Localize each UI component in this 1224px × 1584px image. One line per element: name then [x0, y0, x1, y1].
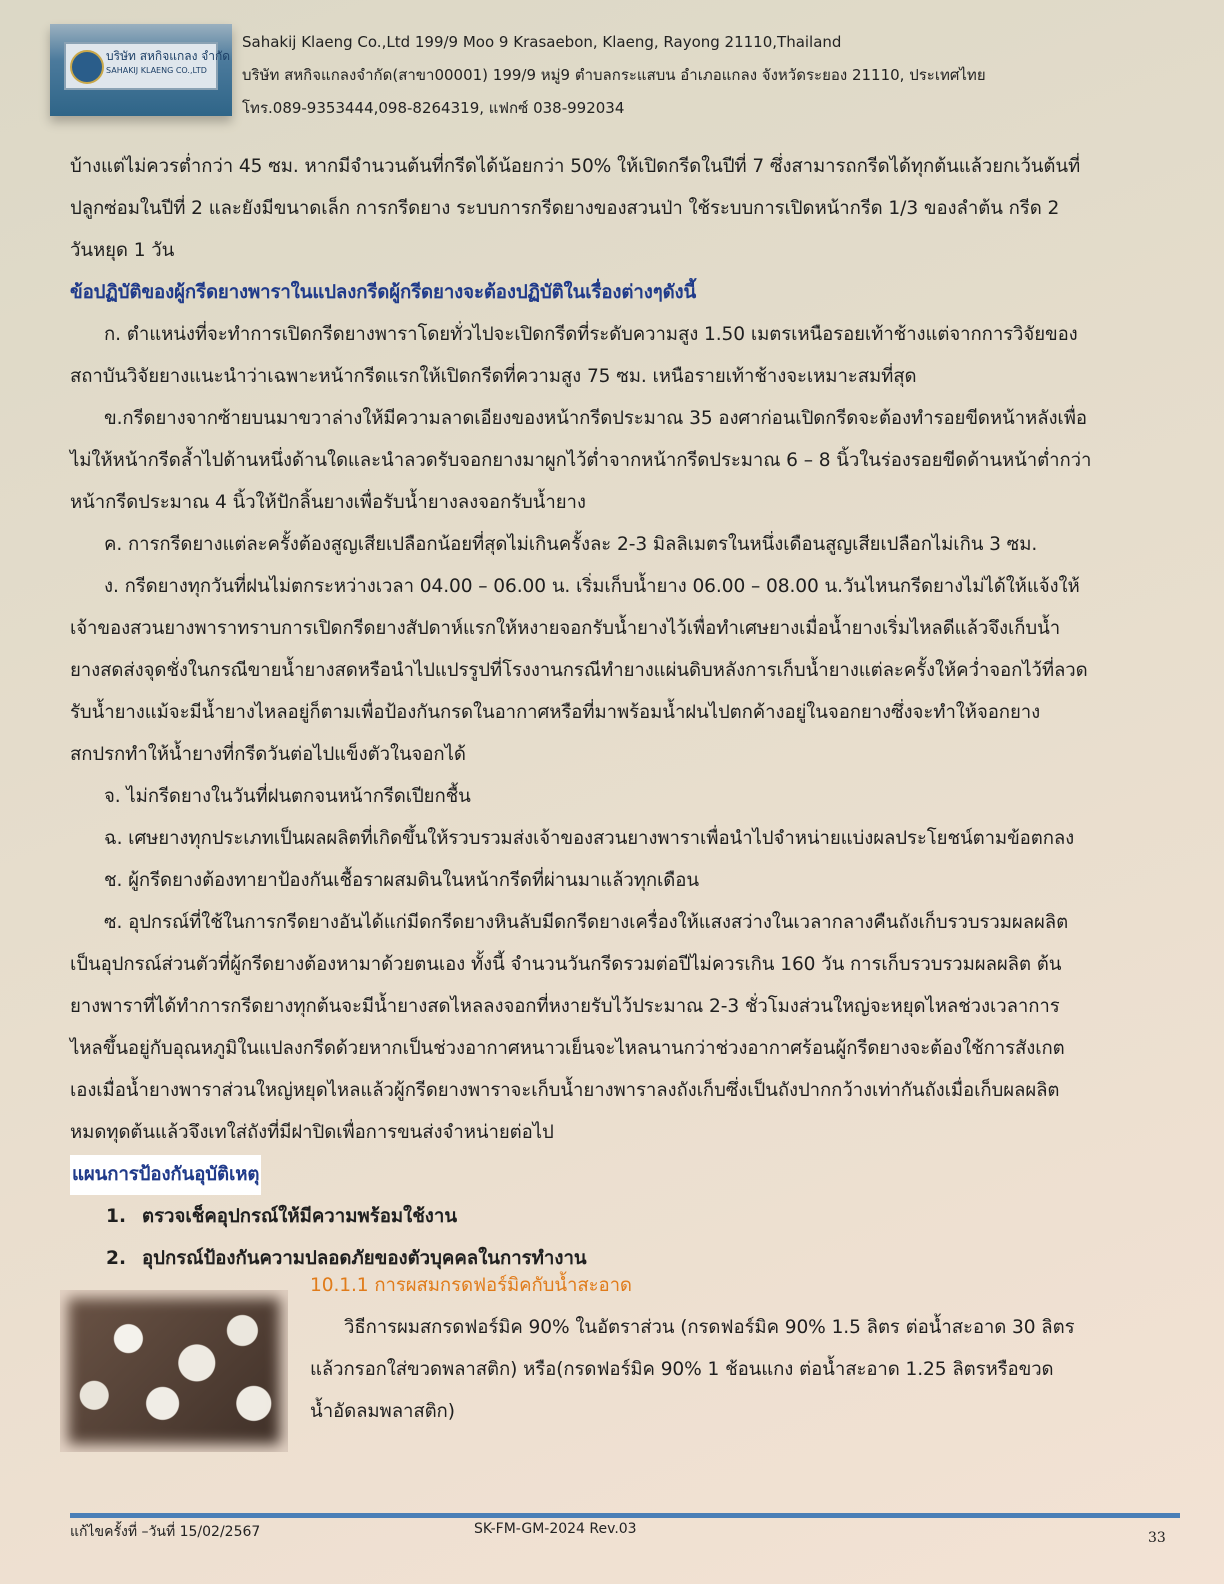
rule-ko-line: สถาบันวิจัยยางแนะนำว่าเฉพาะหน้ากรีดแรกให้เปิดกรีดที่ความสูง 75 ซม. เหนือรายเท้าช้างจะเหมาะสมที่สุด — [70, 366, 917, 387]
subsection-line: น้ำอัดลมพลาสติก) — [310, 1401, 455, 1422]
rule-so-line: ไหลขึ้นอยู่กับอุณหภูมิในแปลงกรีดด้วยหากเป็นช่วงอากาศหนาวเย็นจะไหลนานกว่าช่วงอากาศร้อนผู้กรีดยางจะต้องใช้การสังเกต — [70, 1038, 1065, 1059]
footer-doc-code: SK-FM-GM-2024 Rev.03 — [474, 1521, 637, 1537]
company-seal-icon — [70, 50, 104, 84]
list-item-text: อุปกรณ์ป้องกันความปลอดภัยของตัวบุคคลในการทำงาน — [142, 1248, 587, 1269]
section-heading-accident-prevention: แผนการป้องกันอุบัติเหตุ — [70, 1155, 261, 1195]
rule-so-line: เองเมื่อน้ำยางพาราส่วนใหญ่หยุดไหลแล้วผู้กรีดยางพาราจะเก็บน้ำยางพาราลงถังเก็บซึ่งเป็นถังปากกว้างเท่ากันถังเมื่อเก็บผลผลิต — [70, 1080, 1060, 1101]
header-contact: โทร.089-9353444,098-8264319, แฟกซ์ 038-992034 — [242, 99, 625, 117]
rule-kho-line: ข.กรีดยางจากซ้ายบนมาขวาล่างให้มีความลาดเอียงของหน้ากรีดประมาณ 35 องศาก่อนเปิดกรีดจะต้องทำรอยขีดหน้าหลังเพื่อ — [104, 408, 1087, 429]
logo-signboard — [64, 42, 231, 90]
rule-ngo-line: สกปรกทำให้น้ำยางที่กรีดวันต่อไปแข็งตัวในจอกได้ — [70, 744, 466, 765]
latex-cups-photo — [60, 1290, 288, 1452]
section-heading-accident-prevention-wrap — [70, 1154, 1182, 1196]
rule-chho-line: ฉ. เศษยางทุกประเภทเป็นผลผลิตที่เกิดขึ้นให้รวบรวมส่งเจ้าของสวนยางพาราเพื่อนำไปจำหน่ายแบ่งผลประโยชน์ตามข้อตกลง — [104, 828, 1075, 849]
rule-so-line: ยางพาราที่ได้ทำการกรีดยางทุกต้นจะมีน้ำยางสดไหลลงจอกที่หงายรับไว้ประมาณ 2-3 ชั่วโมงส่วนใหญ่จะหยุดไหลช่วงเวลาการ — [70, 996, 1060, 1017]
company-header — [242, 32, 986, 131]
list-item-number: 1. — [106, 1206, 127, 1227]
document-body — [70, 146, 1182, 1280]
rule-kho-line: หน้ากรีดประมาณ 4 นิ้วให้ปักลิ้นยางเพื่อรับน้ำยางลงจอกรับน้ำยาง — [70, 492, 586, 513]
header-address-th: บริษัท สหกิจแกลงจำกัด(สาขา00001) 199/9 หมู่9 ตำบลกระแสบน อำเภอแกลง จังหวัดระยอง 21110, ประเทศไทย — [242, 66, 986, 84]
rule-ngo-line: รับน้ำยางแม้จะมีน้ำยางไหลอยู่ก็ตามเพื่อป้องกันกรดในอากาศหรือที่มาพร้อมน้ำฝนไปตกค้างอยู่ในจอกยางซึ่งจะทำให้จอกยาง — [70, 702, 1041, 723]
rule-ko-line: ก. ตำแหน่งที่จะทำการเปิดกรีดยางพาราโดยทั่วไปจะเปิดกรีดที่ระดับความสูง 1.50 เมตรเหนือรอยเท้าช้างแต่จากการวิจัยของ — [104, 324, 1078, 345]
rule-kho-line: ไม่ให้หน้ากรีดล้ำไปด้านหนึ่งด้านใดและนำลวดรับจอกยางมาผูกไว้ต่ำจากหน้ากรีดประมาณ 6 – 8 นิ้วในร่องรอยขีดด้านหน้าต่ำกว่า — [70, 450, 1092, 471]
intro-line: วันหยุด 1 วัน — [70, 240, 175, 261]
list-item-number: 2. — [106, 1248, 127, 1269]
rule-cho-line: จ. ไม่กรีดยางในวันที่ฝนตกจนหน้ากรีดเปียกชื้น — [104, 786, 471, 807]
section-heading-tapping-rules: ข้อปฏิบัติของผู้กรีดยางพาราในแปลงกรีดผู้กรีดยางจะต้องปฏิบัติในเรื่องต่างๆดังนี้ — [70, 282, 697, 303]
logo-text-english: SAHAKIJ KLAENG CO.,LTD — [106, 66, 207, 75]
subsection-title: 10.1.1 การผสมกรดฟอร์มิคกับน้ำสะอาด — [310, 1275, 632, 1296]
formic-acid-subsection — [310, 1265, 1180, 1433]
footer-revision: แก้ไขครั้งที่ –วันที่ 15/02/2567 — [70, 1524, 261, 1540]
rule-so-line: ซ. อุปกรณ์ที่ใช้ในการกรีดยางอันได้แก่มีดกรีดยางหินลับมีดกรีดยางเครื่องให้แสงสว่างในเวลากลางคืนถังเก็บรวบรวมผลผลิต — [104, 912, 1069, 933]
rule-chcho-line: ช. ผู้กรีดยางต้องทายาป้องกันเชื้อราผสมดินในหน้ากรีดที่ผ่านมาแล้วทุกเดือน — [104, 870, 699, 891]
intro-line: บ้างแต่ไม่ควรต่ำกว่า 45 ซม. หากมีจำนวนต้นที่กรีดได้น้อยกว่า 50% ให้เปิดกรีดในปีที่ 7 ซึ่งสามารถกรีดได้ทุกต้นแล้วยกเว้นต้นที่ — [70, 156, 1081, 177]
header-address-en: Sahakij Klaeng Co.,Ltd 199/9 Moo 9 Krasaebon, Klaeng, Rayong 21110,Thailand — [242, 33, 842, 51]
subsection-line: วิธีการผมสกรดฟอร์มิค 90% ในอัตราส่วน (กรดฟอร์มิค 90% 1.5 ลิตร ต่อน้ำสะอาด 30 ลิตร — [344, 1317, 1075, 1338]
rule-so-line: หมดทุดต้นแล้วจึงเทใส่ถังที่มีฝาปิดเพื่อการขนส่งจำหน่ายต่อไป — [70, 1122, 554, 1143]
list-item — [70, 1196, 1182, 1238]
logo-text-thai: บริษัท สหกิจแกลง จำกัด — [106, 49, 231, 63]
rule-ngo-line: ง. กรีดยางทุกวันที่ฝนไม่ตกระหว่างเวลา 04.00 – 06.00 น. เริ่มเก็บน้ำยาง 06.00 – 08.00 น.วันไหนกรีดยางไม่ได้ให้แจ้งให้ — [104, 576, 1080, 597]
footer-divider — [70, 1513, 1180, 1518]
rule-ngo-line: ยางสดส่งจุดชั่งในกรณีขายน้ำยางสดหรือนำไปแปรรูปที่โรงงานกรณีทำยางแผ่นดิบหลังการเก็บน้ำยางแต่ละครั้งให้คว่ำจอกไว้ที่ลวด — [70, 660, 1088, 681]
subsection-line: แล้วกรอกใส่ขวดพลาสติก) หรือ(กรดฟอร์มิค 90% 1 ช้อนแกง ต่อน้ำสะอาด 1.25 ลิตรหรือขวด — [310, 1359, 1054, 1380]
rule-so-line: เป็นอุปกรณ์ส่วนตัวที่ผู้กรีดยางต้องหามาด้วยตนเอง ทั้งนี้ จำนวนวันกรีดรวมต่อปีไม่ควรเกิน 160 วัน การเก็บรวบรวมผลผลิต ต้น — [70, 954, 1062, 975]
list-item-text: ตรวจเช็คอุปกรณ์ให้มีความพร้อมใช้งาน — [142, 1206, 458, 1227]
company-logo — [50, 24, 232, 116]
intro-line: ปลูกซ่อมในปีที่ 2 และยังมีขนาดเล็ก การกรีดยาง ระบบการกรีดยางของสวนป่า ใช้ระบบการเปิดหน้ากรีด 1/3 ของลำต้น กรีด 2 — [70, 198, 1060, 219]
rule-kho2-line: ค. การกรีดยางแต่ละครั้งต้องสูญเสียเปลือกน้อยที่สุดไม่เกินครั้งละ 2-3 มิลลิเมตรในหนึ่งเดือนสูญเสียเปลือกไม่เกิน 3 ซม. — [104, 534, 1038, 555]
rule-ngo-line: เจ้าของสวนยางพาราทราบการเปิดกรีดยางสัปดาห์แรกให้หงายจอกรับน้ำยางไว้เพื่อทำเศษยางเมื่อน้ำยางเริ่มไหลดีแล้วจึงเก็บน้ำ — [70, 618, 1061, 639]
page-number: 33 — [1148, 1530, 1166, 1546]
